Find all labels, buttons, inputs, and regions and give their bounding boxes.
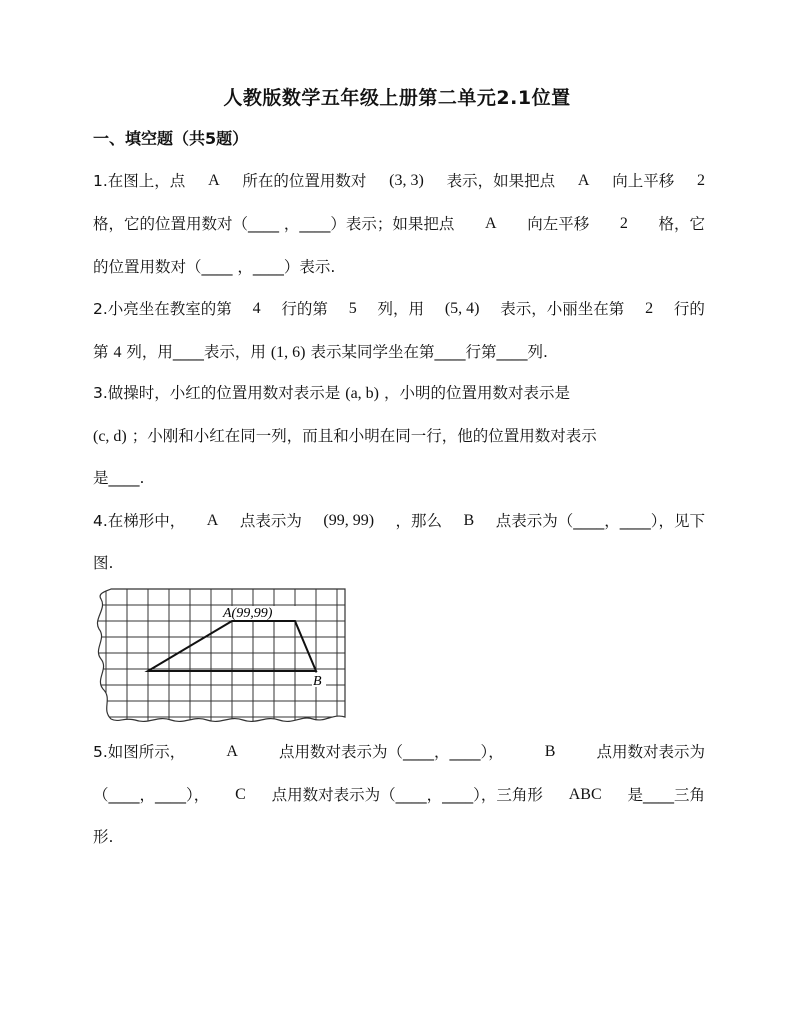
q4-point: B (463, 512, 475, 529)
q3-line-1 (93, 382, 705, 405)
q5-line-2 (93, 784, 705, 806)
q1-text: 所在的位置用数对 (242, 172, 367, 190)
q4-text: 点表示为（____，____），见下 (495, 512, 705, 530)
q4-point: A (206, 512, 219, 529)
q2-number: 2 (645, 300, 654, 317)
q3-text: 3.做操时，小红的位置用数对表示是 (93, 384, 341, 402)
q5-triangle-name: ABC (568, 786, 602, 803)
q1-text: 向左平移 (527, 215, 590, 233)
q1-text: 1.在图上，点 (93, 172, 186, 190)
q5-text: 点用数对表示为（____，____）， (278, 743, 504, 761)
q3-coordinate: (a, b) (345, 385, 379, 402)
q2-number: 5 (348, 300, 357, 317)
section-heading: 一、填空题（共5题） (93, 129, 249, 148)
q5-text: 形. (93, 828, 114, 846)
q2-text: 表示某同学坐在第____行第____列. (310, 343, 548, 361)
q2-text: 列，用____表示，用 (126, 343, 266, 361)
q4-text: 图. (93, 554, 114, 572)
q1-text: 向上平移 (612, 172, 675, 190)
q3-text: ，小明的位置用数对表示是 (383, 384, 570, 402)
q1-coordinate: (3, 3) (389, 172, 424, 189)
label-b: B (313, 674, 322, 689)
q4-coordinate: (99, 99) (323, 512, 375, 529)
q1-point: A (485, 215, 497, 232)
q2-coordinate: (1, 6) (270, 344, 306, 361)
q5-point: B (544, 743, 556, 760)
q1-point: A (577, 172, 590, 189)
q1-number: 2 (696, 172, 705, 189)
label-a: A(99,99) (223, 606, 273, 621)
page-title: 人教版数学五年级上册第二单元2.1位置 (223, 87, 571, 109)
q5-text: 5.如图所示， (93, 743, 186, 761)
q1-line-1 (93, 170, 705, 192)
q2-text: 行的 (673, 300, 705, 318)
q5-line-1 (93, 741, 705, 763)
q1-text: 格，它的位置用数对（____ ，____）表示；如果把点 (93, 215, 455, 233)
q3-text: 是____. (93, 469, 145, 487)
q2-text: 列，用 (377, 300, 425, 318)
q1-text: 表示，如果把点 (446, 172, 556, 190)
q1-line-2 (93, 213, 705, 235)
q2-line-1 (93, 298, 705, 320)
q2-number: 4 (113, 344, 122, 361)
q3-line-2 (93, 425, 705, 448)
q1-number: 2 (619, 215, 628, 232)
trapezoid-grid-figure (93, 585, 353, 729)
q5-point: C (235, 786, 246, 803)
q2-text: 2.小亮坐在教室的第 (93, 300, 232, 318)
q1-text: 的位置用数对（____ ，____）表示. (93, 258, 336, 276)
q4-text: 点表示为 (239, 512, 302, 530)
q1-line-3 (93, 256, 705, 278)
q2-coordinate: (5, 4) (444, 300, 480, 317)
q4-line-1 (93, 510, 705, 532)
q3-text: ；小刚和小红在同一列，而且和小明在同一行，他的位置用数对表示 (131, 427, 597, 445)
q5-text: 点用数对表示为 (596, 743, 705, 761)
q5-line-3 (93, 826, 705, 848)
q2-text: 表示，小丽坐在第 (500, 300, 625, 318)
q1-point: A (208, 172, 220, 189)
q4-text: ，那么 (395, 512, 443, 530)
q3-coordinate: (c, d) (93, 428, 127, 445)
q5-text: （____，____）， (93, 786, 210, 804)
q3-line-3 (93, 467, 705, 489)
q2-number: 4 (252, 300, 261, 317)
q5-text: 是____三角 (627, 786, 705, 804)
q2-line-2 (93, 341, 705, 364)
q2-text: 第 (93, 343, 109, 361)
q2-text: 行的第 (281, 300, 328, 318)
q1-text: 格，它 (658, 215, 705, 233)
q5-point: A (226, 743, 238, 760)
q4-text: 4.在梯形中， (93, 512, 186, 530)
q4-line-2 (93, 552, 705, 574)
q5-text: 点用数对表示为（____，____），三角形 (271, 786, 543, 804)
